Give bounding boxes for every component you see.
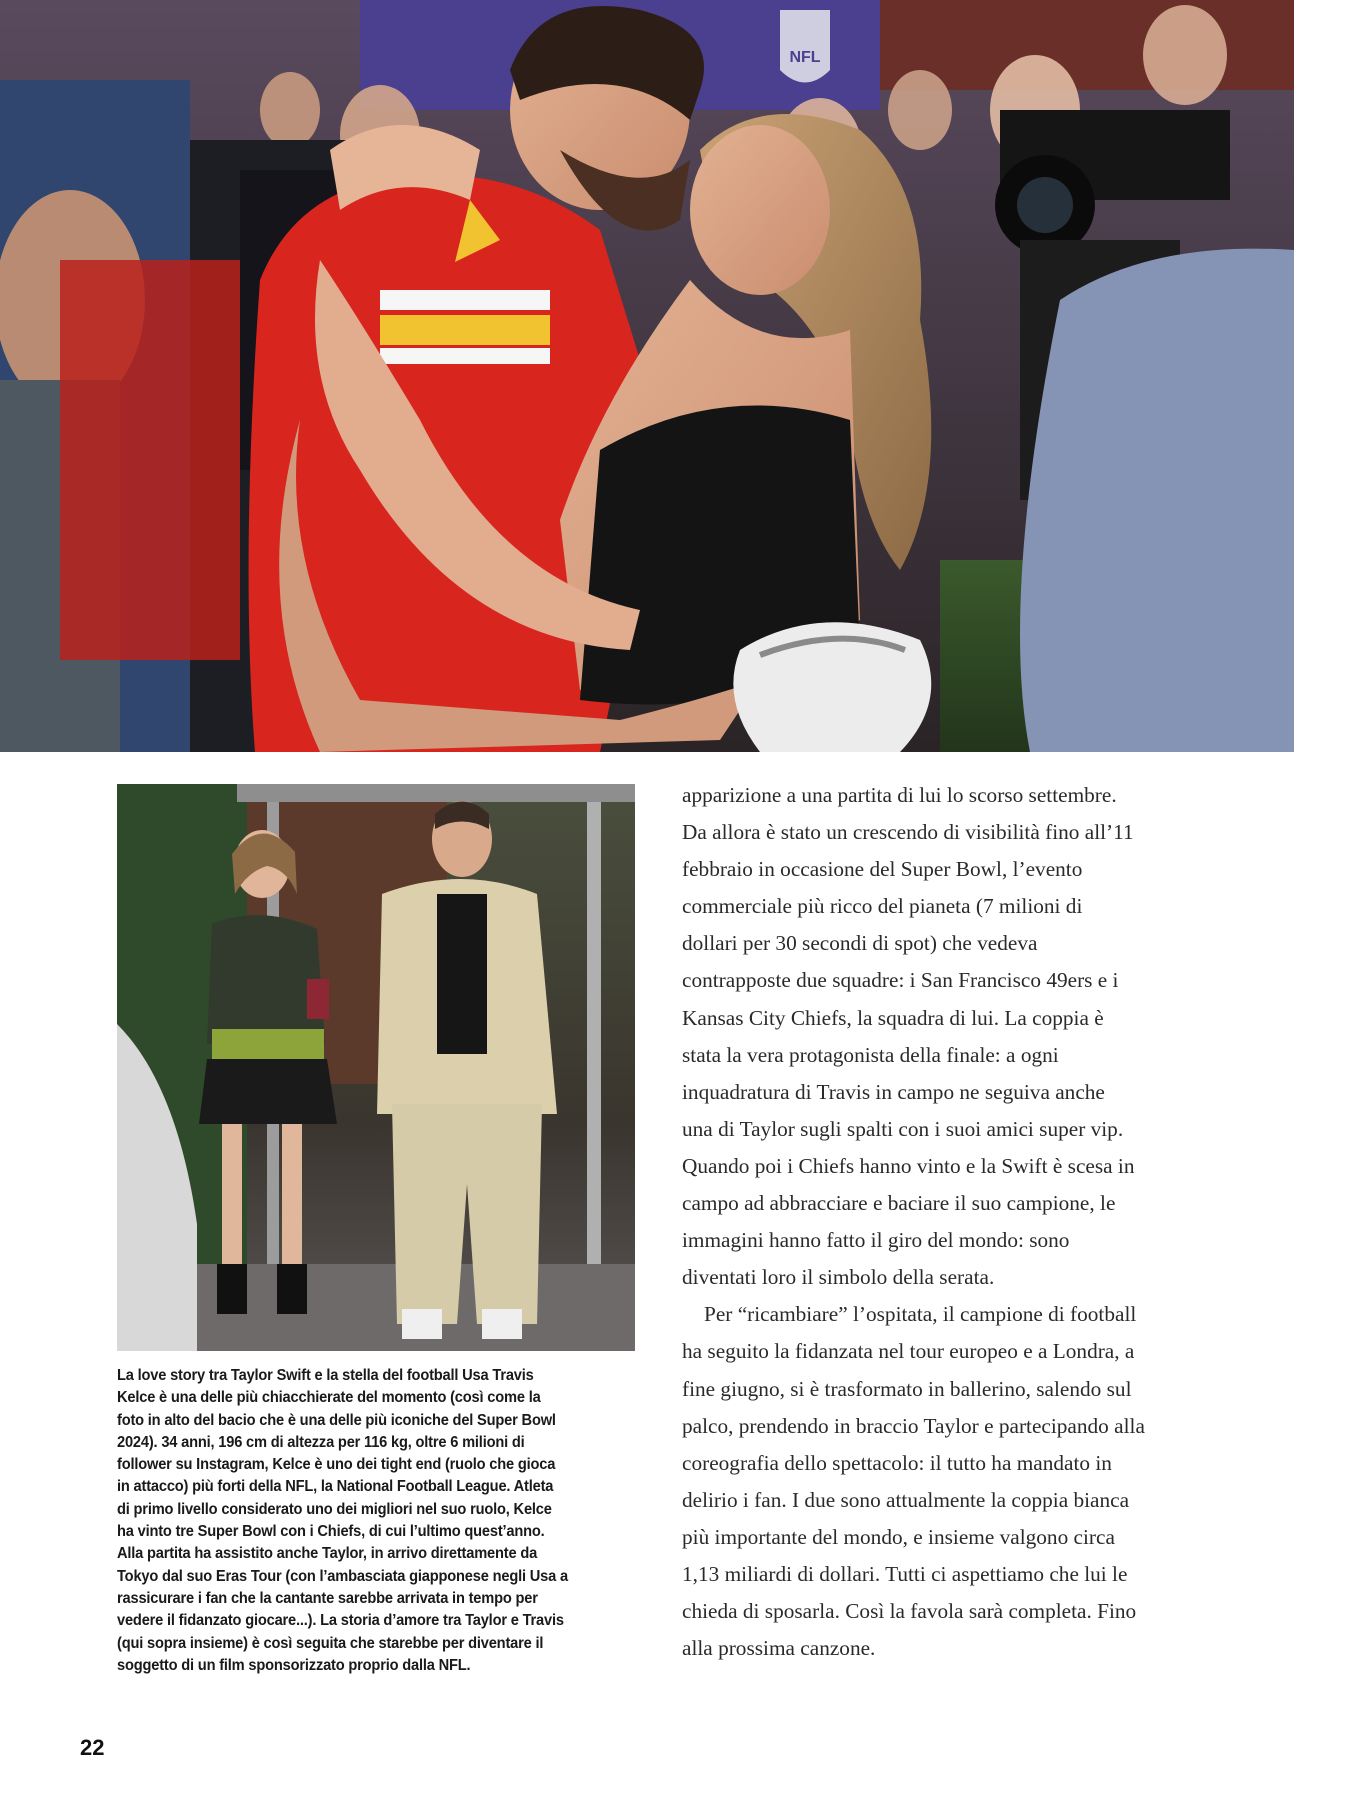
article-line: alla prossima canzone. bbox=[682, 1636, 876, 1661]
article-line: Kansas City Chiefs, la squadra di lui. La coppia è bbox=[682, 1005, 1104, 1030]
caption-line: 2024). 34 anni, 196 cm di altezza per 116 kg, oltre 6 milioni di bbox=[117, 1433, 525, 1451]
article-line: inquadratura di Travis in campo ne seguiva anche bbox=[682, 1079, 1105, 1104]
page-number: 22 bbox=[80, 1735, 105, 1760]
article-line: palco, prendendo in braccio Taylor e partecipando alla bbox=[682, 1413, 1145, 1438]
caption-line: rassicurare i fan che la cantante sarebbe arrivata in tempo per bbox=[117, 1589, 538, 1607]
caption-line: Tokyo dal suo Eras Tour (con l’ambasciata giapponese negli Usa a bbox=[117, 1567, 568, 1585]
article-line: fine giugno, si è trasformato in ballerino, salendo sul bbox=[682, 1376, 1132, 1401]
article-line: stata la vera protagonista della finale: a ogni bbox=[682, 1042, 1059, 1067]
article-line: dollari per 30 secondi di spot) che vedeva bbox=[682, 931, 1038, 956]
article-line: ha seguito la fidanzata nel tour europeo e a Londra, a bbox=[682, 1339, 1135, 1364]
article-line: contrapposte due squadre: i San Francisco 49ers e i bbox=[682, 968, 1119, 993]
caption-line: foto in alto del bacio che è una delle più iconiche del Super Bowl bbox=[117, 1411, 556, 1429]
caption-line: Kelce è una delle più chiacchierate del momento (così come la bbox=[117, 1389, 541, 1407]
hero-photo bbox=[0, 0, 1294, 752]
article-line: 1,13 miliardi di dollari. Tutti ci aspettiamo che lui le bbox=[682, 1561, 1128, 1586]
caption-line: vedere il fidanzato giocare...). La storia d’amore tra Taylor e Travis bbox=[117, 1612, 564, 1630]
article-line: febbraio in occasione del Super Bowl, l’evento bbox=[682, 857, 1083, 882]
caption-line: La love story tra Taylor Swift e la stella del football Usa Travis bbox=[117, 1367, 534, 1384]
article-line: apparizione a una partita di lui lo scorso settembre. bbox=[682, 783, 1117, 807]
inset-photo-illustration bbox=[117, 784, 635, 1351]
article-line: immagini hanno fatto il giro del mondo: sono bbox=[682, 1228, 1070, 1253]
article-line: chieda di sposarla. Così la favola sarà completa. Fino bbox=[682, 1599, 1137, 1624]
caption-line: ha vinto tre Super Bowl con i Chiefs, di cui l’ultimo quest’anno. bbox=[117, 1523, 545, 1541]
caption-line: (qui sopra insieme) è così seguita che starebbe per diventare il bbox=[117, 1634, 544, 1652]
caption-line: follower su Instagram, Kelce è uno dei tight end (ruolo che gioca bbox=[117, 1456, 556, 1474]
article-line: Da allora è stato un crescendo di visibilità fino all’11 bbox=[682, 820, 1134, 845]
inset-photo bbox=[117, 784, 635, 1351]
caption-line: in attacco) più forti della NFL, la National Football League. Atleta bbox=[117, 1478, 554, 1496]
nfl-logo-text: NFL bbox=[789, 49, 821, 66]
nfl-shield-icon bbox=[780, 10, 830, 83]
article-line: una di Taylor sugli spalti con i suoi amici super vip. bbox=[682, 1116, 1124, 1141]
caption-line: Alla partita ha assistito anche Taylor, in arrivo direttamente da bbox=[117, 1545, 538, 1563]
caption-line: di primo livello considerato uno dei migliori nel suo ruolo, Kelce bbox=[117, 1500, 552, 1518]
caption-line: soggetto di un film sponsorizzato proprio dalla NFL. bbox=[117, 1656, 471, 1674]
article-body bbox=[682, 777, 1242, 1667]
photo-caption bbox=[117, 1365, 606, 1677]
article-line: delirio i fan. I due sono attualmente la coppia bianca bbox=[682, 1487, 1130, 1512]
article-line: diventati loro il simbolo della serata. bbox=[682, 1265, 995, 1290]
article-line: più importante del mondo, e insieme valgono circa bbox=[682, 1524, 1115, 1549]
hero-photo-illustration bbox=[0, 0, 1294, 752]
article-line: commerciale più ricco del pianeta (7 milioni di bbox=[682, 894, 1083, 919]
article-line: Quando poi i Chiefs hanno vinto e la Swift è scesa in bbox=[682, 1153, 1135, 1178]
article-line: Per “ricambiare” l’ospitata, il campione di football bbox=[704, 1302, 1137, 1327]
article-line: campo ad abbracciare e baciare il suo campione, le bbox=[682, 1191, 1116, 1216]
article-line: coreografia dello spettacolo: il tutto ha mandato in bbox=[682, 1450, 1112, 1475]
